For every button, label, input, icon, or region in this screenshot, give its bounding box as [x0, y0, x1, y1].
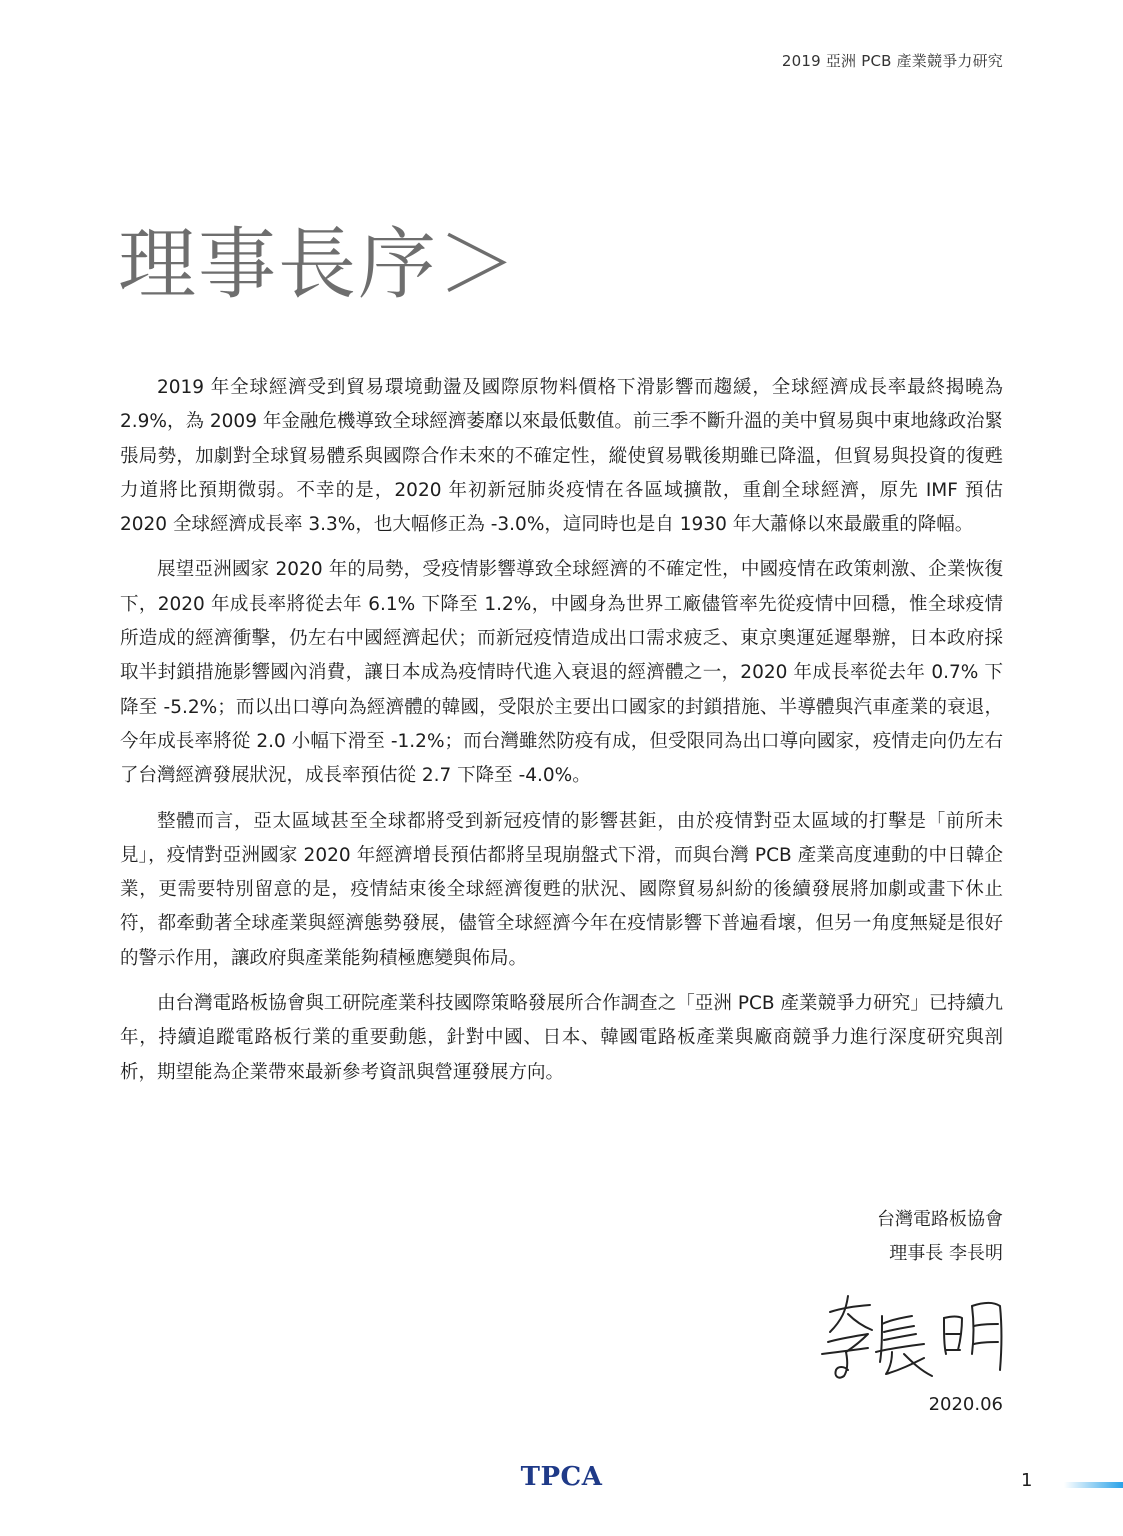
running-header: 2019 亞洲 PCB 產業競爭力研究 [781, 52, 1003, 70]
footer-accent-bar [1064, 1482, 1123, 1488]
page-number: 1 [1021, 1470, 1033, 1491]
paragraph: 整體而言，亞太區域甚至全球都將受到新冠疫情的影響甚鉅，由於疫情對亞太區域的打擊是「前所未見」，疫情對亞洲國家 2020 年經濟增長預估都將呈現崩盤式下滑，而與台灣 PCB 產業高度連動的中日韓企業，更需要特別留意的是，疫情結束後全球經濟復甦的狀況、國際貿易糾紛的後續發展將加劇或畫下休止符，都牽動著全球產業與經濟態勢發展，儘管全球經濟今年在疫情影響下普遍看壞，但另一角度無疑是很好的警示作用，讓政府與產業能夠積極應變與佈局。 [120, 810, 1003, 969]
date: 2020.06 [928, 1394, 1003, 1415]
signature-block [877, 1203, 1003, 1271]
organization-name: 台灣電路板協會 [877, 1209, 1003, 1230]
preface-body [120, 371, 1003, 1101]
page-title: 理事長序＞ [118, 220, 519, 310]
chairman-name: 理事長 李長明 [889, 1243, 1003, 1264]
paragraph: 由台灣電路板協會與工研院產業科技國際策略發展所合作調查之「亞洲 PCB 產業競爭力研究」已持續九年，持續追蹤電路板行業的重要動態，針對中國、日本、韓國電路板產業與廠商競爭力進行深度研究與剖析，期望能為企業帶來最新參考資訊與營運發展方向。 [120, 993, 1003, 1083]
handwritten-signature [808, 1290, 1013, 1385]
paragraph: 2019 年全球經濟受到貿易環境動盪及國際原物料價格下滑影響而趨緩，全球經濟成長率最終揭曉為 2.9%，為 2009 年金融危機導致全球經濟萎靡以來最低數值。前三季不斷升溫的美中貿易與中東地緣政治緊張局勢，加劇對全球貿易體系與國際合作未來的不確定性，縱使貿易戰後期雖已降溫，但貿易與投資的復甦力道將比預期微弱。不幸的是，2020 年初新冠肺炎疫情在各區域擴散，重創全球經濟，原先 IMF 預估 2020 全球經濟成長率 3.3%，也大幅修正為 -3.0%，這同時也是自 1930 年大蕭條以來最嚴重的降幅。 [120, 377, 1003, 536]
tpca-logo: TPCA [520, 1462, 603, 1492]
paragraph: 展望亞洲國家 2020 年的局勢，受疫情影響導致全球經濟的不確定性，中國疫情在政策刺激、企業恢復下，2020 年成長率將從去年 6.1% 下降至 1.2%，中國身為世界工廠儘管率先從疫情中回穩，惟全球疫情所造成的經濟衝擊，仍左右中國經濟起伏；而新冠疫情造成出口需求疲乏、東京奧運延遲舉辦，日本政府採取半封鎖措施影響國內消費，讓日本成為疫情時代進入衰退的經濟體之一，2020 年成長率從去年 0.7% 下降至 -5.2%；而以出口導向為經濟體的韓國，受限於主要出口國家的封鎖措施、半導體與汽車產業的衰退，今年成長率將從 2.0 小幅下滑至 -1.2%；而台灣雖然防疫有成，但受限同為出口導向國家，疫情走向仍左右了台灣經濟發展狀況，成長率預估從 2.7 下降至 -4.0%。 [120, 559, 1003, 787]
